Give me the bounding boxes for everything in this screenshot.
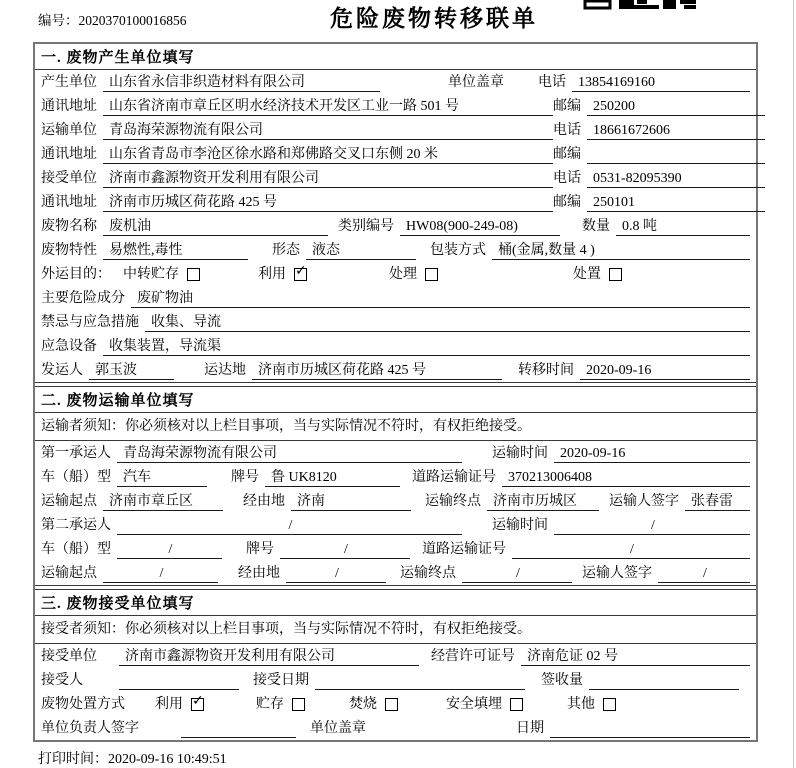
road-permit-1-label: 道路运输证号 [412,470,496,485]
transport-date-1-field: 2020-09-16 [554,444,750,463]
received-quantity-field [589,671,739,690]
spacer [366,737,516,738]
plate-no-2-label: 牌号 [246,542,274,557]
consignor-label: 发运人 [41,363,83,378]
emergency-equipment-field: 收集装置，导流渠 [103,337,750,356]
print-time-label: 打印时间： [38,752,108,767]
date-label: 日期 [516,721,544,736]
transporter-notice: 运输者须知：你必须核对以上栏目事项，当与实际情况不符时，有权拒绝接受。 [35,413,756,441]
producer-address-row [35,94,756,118]
waste-name-row [35,214,756,238]
checkbox-label: 焚烧 [349,697,377,712]
origin-1-field: 济南市章丘区 [103,492,223,511]
emergency-measures-label: 禁忌与应急措施 [41,315,139,330]
disposal-method-label: 废物处置方式 [41,697,125,712]
main-hazard-field: 废矿物油 [131,289,750,308]
checkbox-label: 处置 [573,267,601,282]
responsible-signature-row [35,716,756,740]
producer-address-field: 山东省济南市章丘区明水经济技术开发区工业一路 501 号 [103,97,553,116]
unit-seal-label: 单位盖章 [448,75,504,90]
right-column [553,97,765,116]
spacer [139,737,175,738]
spacer [411,510,425,511]
checkbox-label: 利用 [155,697,183,712]
receiver-person-row [35,668,756,692]
receiver-phone-field: 0531-82095390 [587,169,765,188]
accept-unit-label: 接受单位 [41,649,97,664]
checkbox-unchecked [609,268,622,281]
producer-unit-row [35,70,756,94]
emergency-equipment-row [35,334,756,358]
checkbox-label: 安全填埋 [446,697,502,712]
transport-date-2-label: 运输时间 [492,518,548,533]
plate-no-1-label: 牌号 [231,470,259,485]
spacer [307,283,389,284]
spacer [502,379,518,380]
destination-label: 运达地 [204,363,246,378]
transporter-name-field: 青岛海荣源物流有限公司 [103,121,553,140]
accept-unit-row [35,644,756,668]
endpoint-2-field: / [462,564,572,583]
spacer [328,235,338,236]
main-hazard-label: 主要危险成分 [41,291,125,306]
transport-date-2-field: / [554,516,750,535]
spacer [239,689,253,690]
transporter-phone-field: 18661672606 [587,121,765,140]
transporter-unit-row [35,118,756,142]
producer-name-label: 产生单位 [41,75,97,90]
disposal-store-checkbox [256,695,305,714]
spacer [438,283,573,284]
spacer [200,283,258,284]
page-title: 危险废物转移联单 [330,6,538,31]
spacer [83,689,113,690]
document-header [0,0,796,42]
road-permit-1-field: 370213006408 [502,468,750,487]
form-table [33,42,758,742]
producer-postcode-field: 250200 [587,97,765,116]
producer-address-label: 通讯地址 [41,99,97,114]
first-carrier-label: 第一承运人 [41,446,111,461]
spacer [416,259,430,260]
road-permit-2-label: 道路运输证号 [422,542,506,557]
check-mark: ✓ [295,263,307,279]
spacer [204,713,256,714]
waste-characteristics-field: 易燃性,毒性 [103,241,248,260]
waste-code-field: HW08(900-249-08) [400,217,560,236]
road-permit-2-field: / [512,540,750,559]
checkbox-unchecked [292,698,305,711]
spacer [207,486,231,487]
date-field [550,719,750,738]
transfer-purpose-label: 外运目的： [41,267,111,282]
checkbox-unchecked [187,268,200,281]
spacer [572,582,582,583]
checkbox-label: 其他 [567,697,595,712]
receiver-name-label: 接受单位 [41,171,97,186]
transporter-postcode-label: 邮编 [553,147,581,162]
receiver-name-field: 济南市鑫源物资开发利用有限公司 [103,169,553,188]
producer-name-field: 山东省永信非织造材料有限公司 [103,73,380,92]
spacer [380,91,448,92]
spacer [222,558,246,559]
waste-form-field: 液态 [306,241,416,260]
receiver-person-label: 接受人 [41,673,83,688]
waste-quantity-label: 数量 [582,219,610,234]
spacer [419,665,431,666]
transporter-address-row [35,142,756,166]
waste-name-label: 废物名称 [41,219,97,234]
checkbox-label: 利用 [258,267,286,282]
plate-no-1-field: 鲁 UK8120 [265,468,400,487]
spacer [111,283,123,284]
route-2-row [35,561,756,585]
accept-date-label: 接受日期 [253,673,309,688]
carrier-signature-2-field: / [658,564,750,583]
check-mark: ✓ [192,693,204,709]
vehicle-1-row [35,465,756,489]
spacer [305,713,349,714]
via-2-label: 经由地 [238,566,280,581]
vehicle-type-2-label: 车（船）型 [41,542,111,557]
endpoint-1-label: 运输终点 [425,494,481,509]
purpose-treat-checkbox [389,265,438,284]
spacer [97,665,113,666]
via-1-label: 经由地 [243,494,285,509]
first-carrier-row [35,441,756,465]
transfer-date-label: 转移时间 [518,363,574,378]
waste-name-field: 废机油 [103,217,328,236]
right-column [553,145,765,164]
receiver-notice: 接受者须知：你必须核对以上栏目事项，当与实际情况不符时，有权拒绝接受。 [35,616,756,644]
waste-quantity-field: 0.8 吨 [616,217,750,236]
destination-field: 济南市历城区荷花路 425 号 [252,361,502,380]
disposal-other-checkbox [567,695,616,714]
waste-form-label: 形态 [272,243,300,258]
spacer [400,486,412,487]
checkbox-label: 贮存 [256,697,284,712]
spacer [462,462,492,463]
checkbox-checked [294,263,307,281]
checkbox-label: 处理 [389,267,417,282]
checkbox-unchecked [425,268,438,281]
consignor-row [35,358,756,382]
spacer [523,713,567,714]
purpose-transit-checkbox [123,265,200,284]
disposal-landfill-checkbox [446,695,523,714]
spacer [218,582,238,583]
transporter-postcode-field [587,145,765,164]
endpoint-2-label: 运输终点 [400,566,456,581]
accept-date-field [315,671,525,690]
transport-date-1-label: 运输时间 [492,446,548,461]
spacer [223,510,243,511]
license-no-field: 济南危证 02 号 [521,647,750,666]
received-quantity-label: 签收量 [541,673,583,688]
origin-2-label: 运输起点 [41,566,97,581]
transporter-address-label: 通讯地址 [41,147,97,162]
emergency-equipment-label: 应急设备 [41,339,97,354]
receiver-unit-row [35,166,756,190]
plate-no-2-field: / [280,540,410,559]
route-1-row [35,489,756,513]
via-1-field: 济南 [291,492,411,511]
spacer [398,713,446,714]
carrier-signature-2-label: 运输人签字 [582,566,652,581]
purpose-use-checkbox [258,265,307,284]
emergency-measures-field: 收集、导流 [145,313,750,332]
right-column [553,121,765,140]
waste-characteristics-label: 废物特性 [41,243,97,258]
consignor-field: 郭玉波 [89,361,174,380]
waste-characteristics-row [35,238,756,262]
second-carrier-field: / [117,516,462,535]
section-heading: 一. 废物产生单位填写 [35,44,756,70]
transfer-purpose-row [35,262,756,286]
spacer [599,510,609,511]
qr-code-fragment [583,0,701,10]
spacer [525,689,541,690]
receiver-person-field [119,671,239,690]
spacer [386,582,400,583]
emergency-measures-row [35,310,756,334]
spacer [462,534,492,535]
purpose-dispose-checkbox [573,265,622,284]
receiver-unit-seal-label: 单位盖章 [310,721,366,736]
spacer [248,259,272,260]
second-carrier-row [35,513,756,537]
receiver-phone-label: 电话 [553,171,581,186]
packaging-field: 桶(金属,数量 4 ) [492,241,750,260]
section-heading: 二. 废物运输单位填写 [35,387,756,413]
transporter-name-label: 运输单位 [41,123,97,138]
producer-phone-field: 13854169160 [572,73,750,92]
transporter-address-field: 山东省青岛市李沧区徐水路和郑佛路交叉口东侧 20 米 [103,145,553,164]
spacer [410,558,422,559]
checkbox-unchecked [385,698,398,711]
packaging-label: 包装方式 [430,243,486,258]
print-time [38,748,227,768]
spacer [296,737,310,738]
transfer-date-field: 2020-09-16 [580,361,750,380]
doc-number [38,9,187,29]
disposal-incinerate-checkbox [349,695,398,714]
origin-1-label: 运输起点 [41,494,97,509]
vehicle-type-2-field: / [117,540,222,559]
vehicle-type-1-label: 车（船）型 [41,470,111,485]
producer-postcode-label: 邮编 [553,99,581,114]
checkbox-unchecked [603,698,616,711]
producer-phone-label: 电话 [538,75,566,90]
checkbox-checked [191,693,204,711]
print-time-value: 2020-09-16 10:49:51 [108,752,227,767]
accept-unit-field: 济南市鑫源物资开发利用有限公司 [119,647,419,666]
checkbox-unchecked [510,698,523,711]
responsible-signature-label: 单位负责人签字 [41,721,139,736]
via-2-field: / [286,564,386,583]
main-hazard-row [35,286,756,310]
spacer [560,235,582,236]
receiver-address-row [35,190,756,214]
section-heading: 三. 废物接受单位填写 [35,590,756,616]
second-carrier-label: 第二承运人 [41,518,111,533]
spacer [174,379,204,380]
carrier-signature-1-label: 运输人签字 [609,494,679,509]
disposal-method-row [35,692,756,716]
receiver-address-field: 济南市历城区荷花路 425 号 [103,193,553,212]
right-column [553,169,765,188]
page-edge-line [793,0,794,768]
waste-code-label: 类别编号 [338,219,394,234]
receiver-postcode-field: 250101 [587,193,765,212]
first-carrier-field: 青岛海荣源物流有限公司 [117,444,462,463]
carrier-signature-1-field: 张春雷 [685,492,750,511]
endpoint-1-field: 济南市历城区 [487,492,599,511]
vehicle-type-1-field: 汽车 [117,468,207,487]
disposal-use-checkbox [155,695,204,714]
receiver-address-label: 通讯地址 [41,195,97,210]
transporter-phone-label: 电话 [553,123,581,138]
checkbox-label: 中转贮存 [123,267,179,282]
right-column [538,73,750,92]
spacer [125,713,155,714]
responsible-signature-field [181,719,296,738]
vehicle-2-row [35,537,756,561]
receiver-postcode-label: 邮编 [553,195,581,210]
origin-2-field: / [103,564,218,583]
right-column [553,193,765,212]
license-no-label: 经营许可证号 [431,649,515,664]
doc-number-label: 编号： [38,13,79,28]
doc-number-value: 2020370100016856 [78,13,187,28]
